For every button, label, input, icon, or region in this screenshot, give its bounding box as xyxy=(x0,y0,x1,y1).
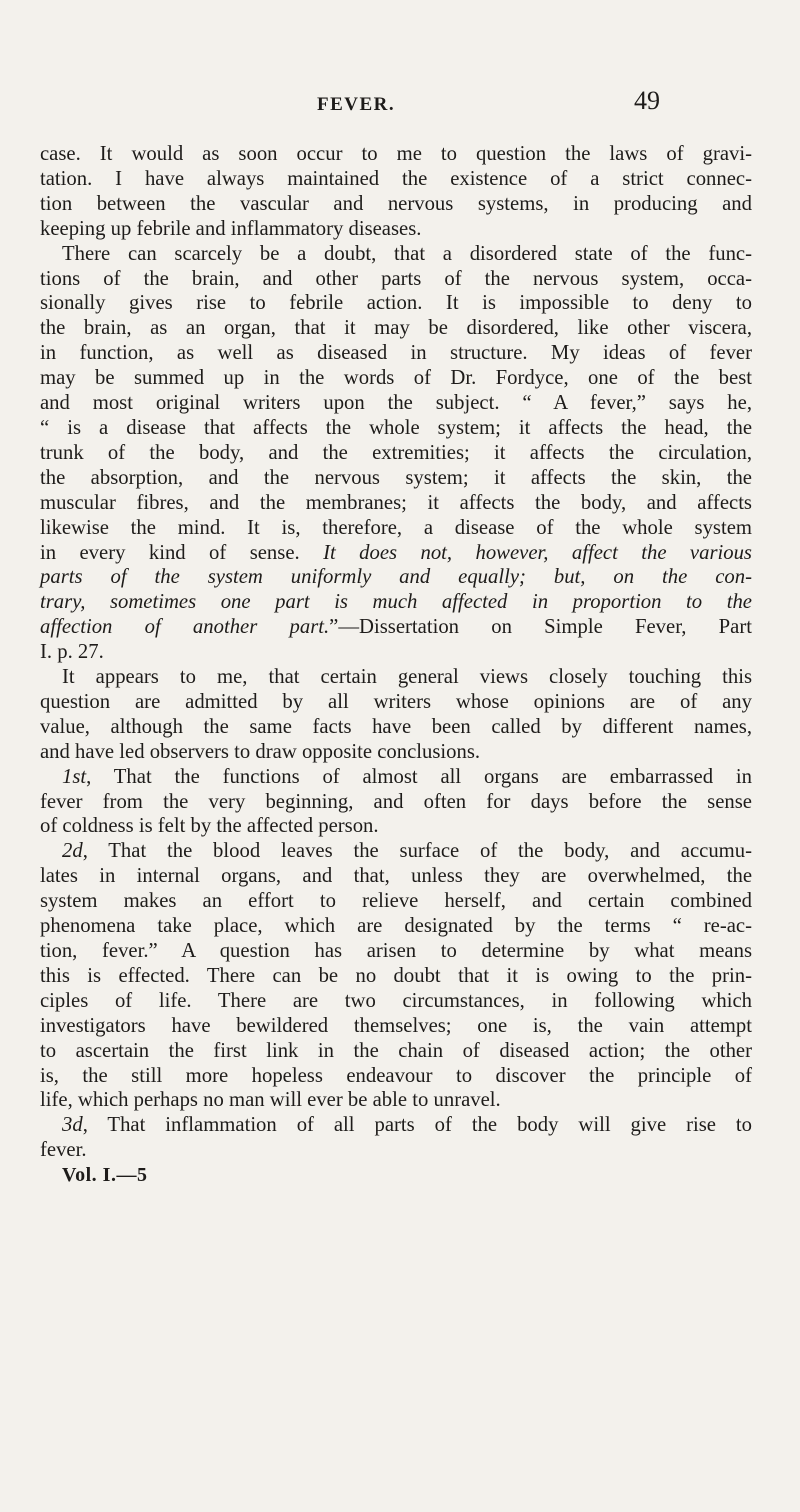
text-segment: is, the still more hopeless endeavour to discover the principle of xyxy=(40,1064,752,1087)
text-segment: may be summed up in the words of Dr. Fordyce, one of the best xyxy=(40,367,752,390)
text-line xyxy=(40,790,752,815)
body-text xyxy=(40,142,752,1188)
text-line xyxy=(40,1113,752,1138)
text-segment: I. p. 27. xyxy=(40,641,104,664)
signature-mark: Vol. I.—5 xyxy=(62,1164,148,1187)
text-line xyxy=(40,366,752,391)
text-segment: likewise the mind. It is, therefore, a disease of the whole system xyxy=(40,516,752,539)
text-line xyxy=(40,242,752,267)
text-segment: and most original writers upon the subject. “ A fever,” says he, xyxy=(40,392,752,415)
running-head: FEVER. xyxy=(317,94,396,115)
text-line xyxy=(40,341,752,366)
text-line xyxy=(40,690,752,715)
text-segment: muscular fibres, and the membranes; it affects the body, and affects xyxy=(40,491,752,514)
text-segment: tation. I have always maintained the existence of a strict connec- xyxy=(40,167,752,190)
italic-text: parts of the system uniformly and equally; but, on the con- xyxy=(40,566,752,589)
page-number: 49 xyxy=(634,86,660,115)
text-segment: , That the blood leaves the surface of the body, and accumu- xyxy=(82,840,752,863)
text-segment: trunk of the body, and the extremities; it affects the circulation, xyxy=(40,441,752,464)
text-line xyxy=(40,291,752,316)
italic-text: trary, sometimes one part is much affected in proportion to the xyxy=(40,591,752,614)
text-line xyxy=(40,989,752,1014)
text-line xyxy=(40,267,752,292)
text-segment: , That the functions of almost all organs are embarrassed in xyxy=(86,765,752,788)
text-line xyxy=(40,316,752,341)
text-segment: of coldness is felt by the affected person. xyxy=(40,815,379,838)
text-line xyxy=(40,715,752,740)
text-segment: fever. xyxy=(40,1139,87,1162)
text-segment: the absorption, and the nervous system; it affects the skin, the xyxy=(40,466,752,489)
text-line xyxy=(40,765,752,790)
text-line xyxy=(40,416,752,441)
text-line xyxy=(40,640,752,665)
text-segment: question are admitted by all writers whose opinions are of any xyxy=(40,690,752,713)
italic-text: 1st xyxy=(62,765,87,788)
text-line xyxy=(40,939,752,964)
text-segment: case. It would as soon occur to me to question the laws of gravi- xyxy=(40,143,752,165)
text-line xyxy=(40,1138,752,1163)
text-segment: this is effected. There can be no doubt that it is owing to the prin- xyxy=(40,964,752,987)
text-line xyxy=(40,565,752,590)
text-line xyxy=(40,441,752,466)
text-segment: and have led observers to draw opposite conclusions. xyxy=(40,740,481,763)
text-segment: keeping up febrile and inflammatory diseases. xyxy=(40,217,422,240)
text-line xyxy=(40,167,752,192)
italic-text: affection of another part. xyxy=(40,616,330,639)
italic-text: 3d xyxy=(62,1114,83,1137)
text-segment: in every kind of sense. xyxy=(40,541,324,564)
text-segment: to ascertain the first link in the chain of diseased action; the other xyxy=(40,1039,752,1062)
text-line xyxy=(40,491,752,516)
text-segment: It appears to me, that certain general views closely touching this xyxy=(62,666,752,689)
text-line xyxy=(40,615,752,640)
text-segment: There can scarcely be a doubt, that a disordered state of the func- xyxy=(62,242,752,265)
text-segment: investigators have bewildered themselves; one is, the vain attempt xyxy=(40,1014,752,1037)
text-segment: fever from the very beginning, and often for days before the sense xyxy=(40,790,752,813)
page-header xyxy=(0,86,800,134)
text-line xyxy=(40,914,752,939)
text-line xyxy=(40,217,752,242)
text-line xyxy=(40,964,752,989)
text-line xyxy=(40,1064,752,1089)
text-line xyxy=(40,814,752,839)
text-line xyxy=(40,1088,752,1113)
text-line xyxy=(40,864,752,889)
text-segment: sionally gives rise to febrile action. It is impossible to deny to xyxy=(40,292,752,315)
text-segment: ”—Dissertation on Simple Fever, Part xyxy=(329,616,752,639)
text-segment: in function, as well as diseased in structure. My ideas of fever xyxy=(40,342,752,365)
text-line xyxy=(40,665,752,690)
text-segment: ciples of life. There are two circumstances, in following which xyxy=(40,989,752,1012)
text-line xyxy=(40,391,752,416)
text-line xyxy=(40,590,752,615)
text-segment: “ is a disease that affects the whole system; it affects the head, the xyxy=(40,416,752,439)
text-line xyxy=(40,541,752,566)
text-segment: the brain, as an organ, that it may be disordered, like other viscera, xyxy=(40,317,752,340)
italic-text: 2d xyxy=(62,840,83,863)
text-line xyxy=(40,740,752,765)
italic-text: It does not, however, affect the various xyxy=(323,541,752,564)
text-line xyxy=(40,839,752,864)
text-segment: tion between the vascular and nervous systems, in producing and xyxy=(40,192,752,215)
text-segment: system makes an effort to relieve herself, and certain combined xyxy=(40,890,752,913)
text-segment: value, although the same facts have been called by different names, xyxy=(40,715,752,738)
text-line xyxy=(40,516,752,541)
text-segment: tion, fever.” A question has arisen to determine by what means xyxy=(40,940,752,962)
text-line xyxy=(40,1014,752,1039)
text-line xyxy=(40,142,752,167)
text-segment: tions of the brain, and other parts of the nervous system, occa- xyxy=(40,267,752,290)
text-segment: phenomena take place, which are designated by the terms “ re-ac- xyxy=(40,915,752,938)
text-segment: lates in internal organs, and that, unless they are overwhelmed, the xyxy=(40,865,752,888)
text-line xyxy=(40,192,752,217)
text-line xyxy=(40,466,752,491)
text-line xyxy=(40,1039,752,1064)
text-line xyxy=(40,889,752,914)
text-segment: , That inflammation of all parts of the body will give rise to xyxy=(82,1114,752,1137)
text-segment: life, which perhaps no man will ever be able to unravel. xyxy=(40,1089,501,1112)
